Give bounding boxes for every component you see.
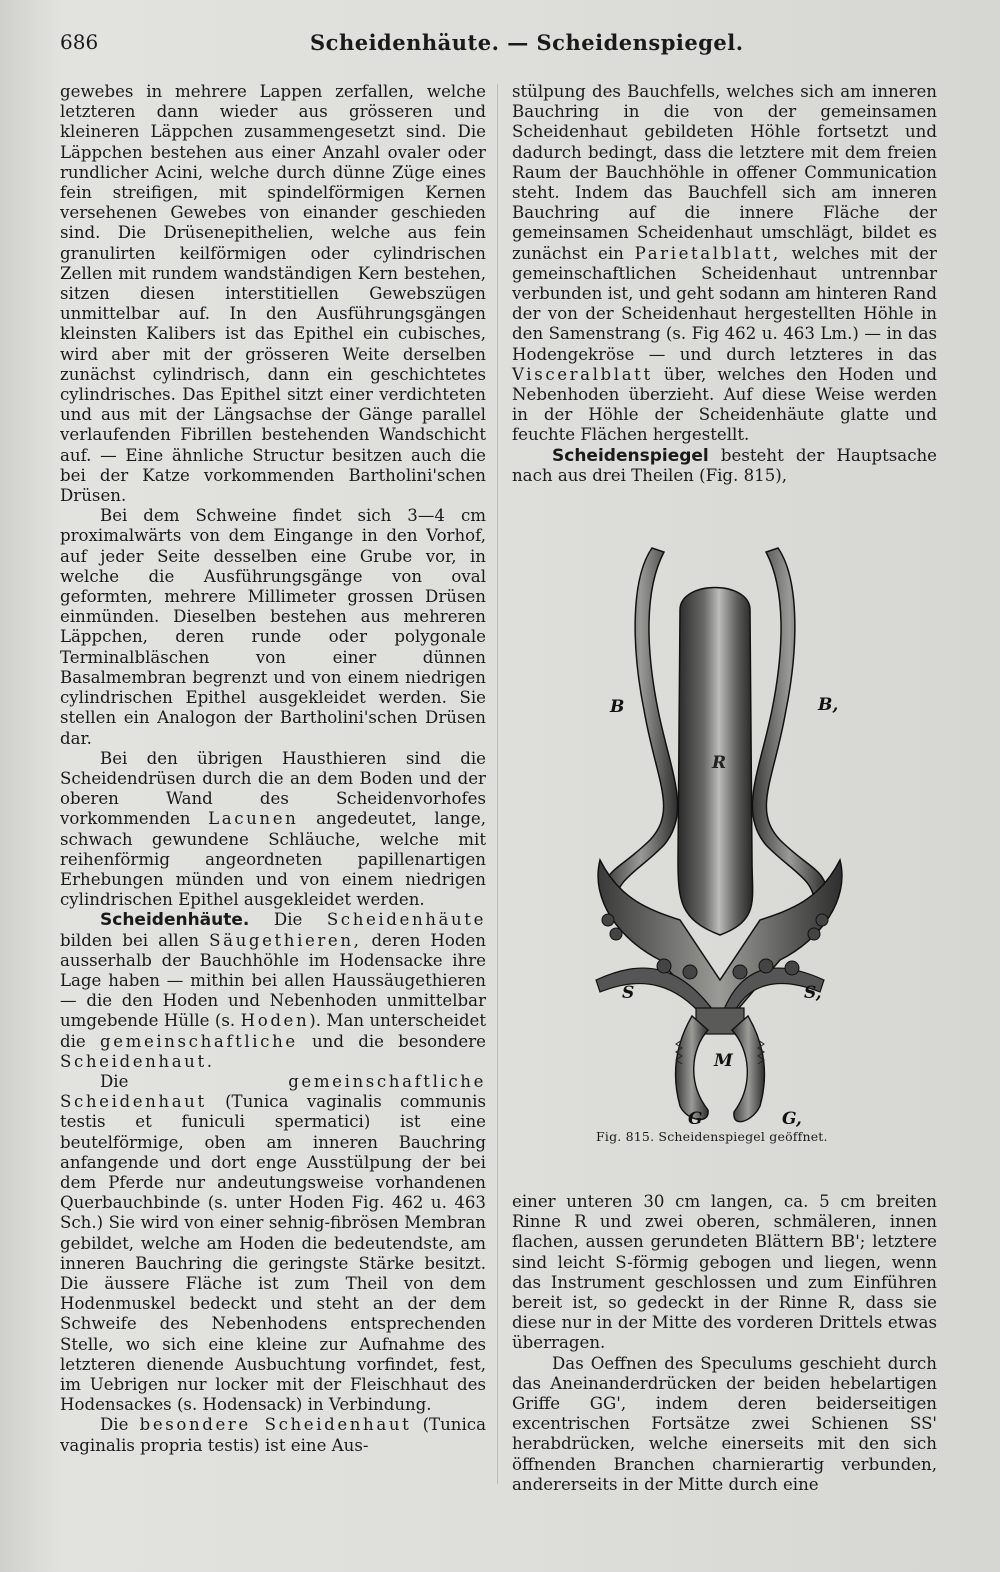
text-run: Die (249, 910, 327, 930)
spaced-term: Scheidenhäute (326, 910, 486, 930)
speculum-figure (560, 540, 860, 1140)
spaced-term: Visceralblatt (512, 364, 653, 384)
text-run: besteht der Hauptsache nach aus drei Theilen (Fig. 815), (512, 445, 937, 485)
blade-left (603, 548, 677, 904)
spaced-term: Parietalblatt, (634, 243, 781, 263)
paragraph (60, 1415, 486, 1455)
label-S-prime: S, (804, 983, 822, 1003)
label-S: S (622, 983, 635, 1003)
text-run: Die (100, 1415, 140, 1435)
blade-right (752, 548, 826, 904)
text-run: und die besondere (297, 1031, 486, 1051)
running-title: Scheidenhäute. — Scheidenspiegel. (310, 30, 744, 55)
text-run: Die (100, 1071, 289, 1091)
page-number: 686 (60, 30, 99, 54)
text-run: (Tunica vaginalis communis testis et funiculi spermatici) ist eine beutelförmige, oben am inneren Bauchring anfangende und dort enge Ausstülpung der bei dem Pferde nur andeutungsweise vorhandenen Querbauchbinde (s. unter Hoden Fig. 462 u. 463 Sch.) Sie wird von einer sehnig-fibrösen Membran gebildet, welche am Hoden die bedeutendste, am inneren Bauchring die geringste Stärke besitzt. Die äussere Fläche ist zum Theil von dem Hodenmuskel bedeckt und steht an der dem Schweife des Nebenhodens entsprechenden Stelle, wo sich eine kleine zur Aufnahme des letzteren dienende Ausbuchtung vorfindet, fest, im Uebrigen nur locker mit der Fleischhaut des Hodensackes (s. Hodensack) in Verbindung. (60, 1092, 486, 1415)
text-run: Bei den übrigen Hausthieren sind die Scheidendrüsen durch die an dem Boden und der oberen Wand des Scheidenvorhofes vorkommenden (60, 748, 486, 829)
label-G-prime: G, (782, 1109, 802, 1129)
paragraph: Das Oeffnen des Speculums geschieht durch das Aneinanderdrücken der beiden hebelartigen Griffe GG', indem deren beiderseitigen excentrischen Fortsätze zwei Schienen SS' herabdrücken, welche einerseits mit den sich öffnenden Branchen charnierartig verbunden, andererseits in der Mitte durch eine (512, 1353, 937, 1494)
column-divider (497, 84, 498, 1484)
spaced-term: Lacunen (208, 809, 299, 829)
right-column-top (512, 82, 937, 486)
label-B: B (610, 697, 625, 717)
paragraph: Bei dem Schweine findet sich 3—4 cm proximalwärts von dem Eingange in den Vorhof, auf jeder Seite desselben eine Grube vor, in welche die Ausführungsgänge von oval geformten, mehrere Millimeter grossen Drüsen einmünden. Dieselben bestehen aus mehreren Läppchen, deren runde oder polygonale Terminalbläschen von einer dünnen Basalmembran begrenzt und von einem niedrigen cylindrischen Epithel ausgekleidet werden. Sie stellen ein Analogon der Bartholini'schen Drüsen dar. (60, 506, 486, 748)
text-run: bilden bei allen (60, 930, 210, 950)
paragraph (512, 446, 937, 486)
spaced-term: Scheidenhaut. (60, 1051, 215, 1071)
text-run: stülpung des Bauchfells, welches sich am inneren Bauchring in die von der gemeinsamen Scheidenhaut gebildeten Höhle fortsetzt und dadurch bedingt, dass die letztere mit dem freien Raum der Bauchhöhle in offener Communication steht. Indem das Bauchfell sich am inneren Bauchring auf die innere Fläche der gemeinsamen Scheidenhaut umschlägt, bildet es zunächst ein (512, 82, 937, 263)
text-run: welches mit der gemeinschaftlichen Scheidenhaut untrennbar verbunden ist, und geht sodann am hinteren Rand der von der Scheidenhaut hergestellten Höhle in den Samenstrang (s. Fig 462 u. 463 Lm.) — in das Hodengekröse — und durch letzteres in das (512, 243, 937, 364)
text-run: über, welches den Hoden und Nebenhoden überzieht. Auf diese Weise werden in der Höhle der Scheidenhäute glatte und feuchte Flächen hergestellt. (512, 364, 937, 445)
spaced-term: besondere Scheidenhaut (139, 1415, 412, 1435)
paragraph (60, 1072, 486, 1415)
label-B-prime: B, (818, 695, 839, 715)
left-column (60, 82, 486, 1456)
speculum-illustration (560, 540, 860, 1140)
spaced-term: Hoden (240, 1011, 310, 1031)
paragraph: gewebes in mehrere Lappen zerfallen, welche letzteren dann wieder aus grösseren und kleineren Läppchen zusammengesetzt sind. Die Läppchen bestehen aus einer Anzahl ovaler oder rundlicher Acini, welche durch dünne Züge eines fein streifigen, mit spindelförmigen Kernen versehenen Gewebes von einander geschieden sind. Die Drüsenepithelien, welche aus fein granulirten keilförmigen oder cylindrischen Zellen mit rundem wandständigen Kern bestehen, sitzen diesen interstitiellen Gewebszügen unmittelbar auf. In den Ausführungsgängen kleinsten Kalibers ist das Epithel ein cubisches, wird aber mit der grösseren Weite derselben zunächst cylindrisch, dann ein geschichtetes cylindrisches. Das Epithel sitzt einer verdichteten und aus mit der Längsachse der Gänge parallel verlaufenden Fibrillen bestehenden Wandschicht auf. — Eine ähnliche Structur besitzen auch die bei der Katze vorkommenden Bartholini'schen Drüsen. (60, 82, 486, 506)
text-run: ). Man unterscheidet die (60, 1011, 486, 1051)
spaced-term: gemeinschaftliche (99, 1031, 298, 1051)
label-M: M (714, 1051, 733, 1071)
paragraph (60, 749, 486, 911)
handle-right (732, 1016, 764, 1122)
section-heading: Scheidenhäute. (100, 910, 250, 931)
section-heading: Scheidenspiegel (552, 445, 709, 466)
label-R: R (712, 753, 727, 773)
spaced-term: gemeinschaftliche Scheidenhaut (60, 1071, 486, 1112)
text-run: (Tunica vaginalis propria testis) ist eine Aus- (60, 1415, 486, 1455)
label-G: G (688, 1109, 703, 1129)
handle-left (676, 1016, 709, 1120)
paragraph (512, 82, 937, 446)
text-run: angedeutet, lange, schwach gewundene Schläuche, welche mit reihenförmig angeordneten papillenartigen Erhebungen münden und von einem niedrigen cylindrischen Epithel ausgekleidet werden. (60, 809, 486, 910)
text-run: deren Hoden ausserhalb der Bauchhöhle im Hodensacke ihre Lage haben — mithin bei allen Haussäugethieren — die den Hoden und Nebenhoden unmittelbar umgebende Hülle (s. (60, 930, 486, 1031)
figure-caption: Fig. 815. Scheidenspiegel geöffnet. (596, 1129, 828, 1144)
paragraph (60, 910, 486, 1072)
right-column-bottom (512, 1192, 937, 1495)
spaced-term: Säugethieren, (209, 930, 362, 950)
paragraph: einer unteren 30 cm langen, ca. 5 cm breiten Rinne R und zwei oberen, schmäleren, innen flachen, aussen gerundeten Blättern BB'; letztere sind leicht S-förmig gebogen und liegen, wenn das Instrument geschlossen und zum Einführen bereit ist, so gedeckt in der Rinne R, dass sie diese nur in der Mitte des vorderen Drittels etwas überragen. (512, 1192, 937, 1353)
running-head (60, 30, 940, 60)
